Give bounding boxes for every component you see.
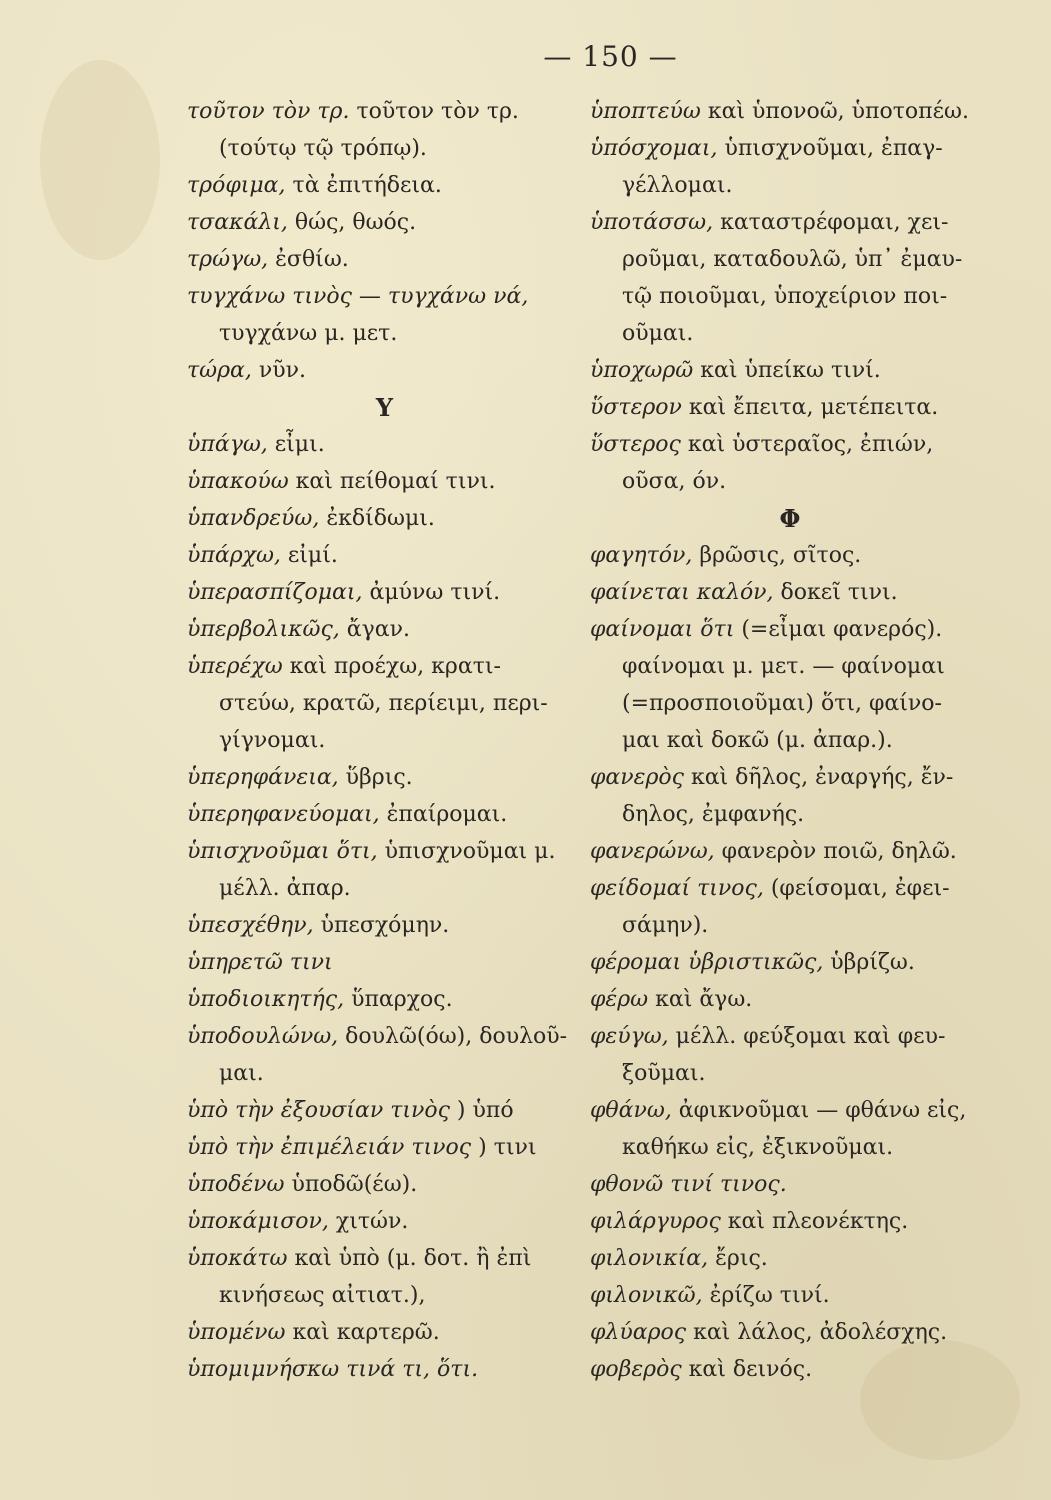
headword: τώρα, xyxy=(187,358,252,383)
dictionary-line xyxy=(590,944,990,981)
dictionary-line xyxy=(187,1055,582,1092)
definition: ἐσθίω. xyxy=(268,247,349,272)
headword: ὑπανδρεύω, xyxy=(187,506,320,531)
definition: τῷ ποιοῦμαι, ὑποχείριον ποι- xyxy=(622,284,948,309)
definition: καὶ καρτερῶ. xyxy=(285,1320,440,1345)
headword: φιλάργυρος xyxy=(590,1209,721,1234)
dictionary-line xyxy=(187,204,582,241)
dictionary-line xyxy=(187,1129,582,1166)
definition: καὶ ὑπὸ (μ. δοτ. ἢ ἐπὶ xyxy=(287,1246,532,1271)
dictionary-line xyxy=(590,722,990,759)
definition: ὑπισχνοῦμαι μ. xyxy=(377,839,556,864)
dictionary-line xyxy=(187,574,582,611)
dictionary-line xyxy=(187,463,582,500)
headword: ὑπερηφανεύομαι, xyxy=(187,802,380,827)
headword: τοῦτον τὸν τρ. xyxy=(187,99,350,124)
headword: φιλονικία, xyxy=(590,1246,709,1271)
headword: φλύαρος xyxy=(590,1320,687,1345)
headword: ὑπάρχω, xyxy=(187,543,281,568)
headword: ὑπομιμνήσκω τινά τι, ὅτι. xyxy=(187,1357,479,1382)
definition: ) ὑπό xyxy=(449,1098,514,1123)
dictionary-line xyxy=(187,1240,582,1277)
headword: ὑπηρετῶ τινι xyxy=(187,950,333,975)
dictionary-line xyxy=(590,981,990,1018)
dictionary-line xyxy=(590,278,990,315)
dictionary-line xyxy=(590,1166,990,1203)
definition: σάμην). xyxy=(622,913,709,938)
dictionary-line xyxy=(590,389,990,426)
dictionary-line xyxy=(187,500,582,537)
definition: ὑποδῶ(έω). xyxy=(284,1172,418,1197)
dictionary-line xyxy=(590,574,990,611)
headword: τρόφιμα, xyxy=(187,173,286,198)
dictionary-line xyxy=(187,315,582,352)
headword: ὑπερβολικῶς, xyxy=(187,617,340,642)
definition: στεύω, κρατῶ, περίειμι, περι- xyxy=(219,691,548,716)
definition: ξοῦμαι. xyxy=(622,1061,706,1086)
definition: (=προσποιοῦμαι) ὅτι, φαίνο- xyxy=(622,691,942,716)
definition: καὶ ὑστεραῖος, ἐπιών, xyxy=(680,432,934,457)
dictionary-line xyxy=(187,426,582,463)
dictionary-line xyxy=(590,1203,990,1240)
definition: μαι καὶ δοκῶ (μ. ἀπαρ.). xyxy=(622,728,893,753)
dictionary-line xyxy=(590,241,990,278)
dictionary-line xyxy=(187,870,582,907)
headword: τρώγω, xyxy=(187,247,269,272)
dictionary-line xyxy=(590,1351,990,1388)
definition: χιτών. xyxy=(328,1209,409,1234)
definition: νῦν. xyxy=(251,358,307,383)
definition: καὶ πλεονέκτης. xyxy=(720,1209,909,1234)
definition: καὶ ἄγω. xyxy=(648,987,753,1012)
dictionary-line xyxy=(590,685,990,722)
definition: γέλλομαι. xyxy=(622,173,733,198)
headword: τυγχάνω τινὸς — τυγχάνω νά, xyxy=(187,284,529,309)
dictionary-line xyxy=(187,130,582,167)
definition: Φ xyxy=(779,504,801,533)
dictionary-line xyxy=(590,796,990,833)
definition: καὶ ἔπειτα, μετέπειτα. xyxy=(681,395,939,420)
dictionary-line xyxy=(187,537,582,574)
dictionary-line xyxy=(590,870,990,907)
dictionary-line xyxy=(590,130,990,167)
definition: τὰ ἐπιτήδεια. xyxy=(285,173,442,198)
headword: ὑπάγω, xyxy=(187,432,268,457)
definition: μέλλ. ἀπαρ. xyxy=(219,876,351,901)
dictionary-line xyxy=(187,1166,582,1203)
definition: μέλλ. φεύξομαι καὶ φευ- xyxy=(668,1024,946,1049)
definition: δηλος, ἐμφανής. xyxy=(622,802,805,827)
dictionary-line xyxy=(590,537,990,574)
definition: (φείσομαι, ἐφει- xyxy=(763,876,950,901)
headword: ὕστερος xyxy=(590,432,681,457)
headword: φεύγω, xyxy=(590,1024,669,1049)
headword: φανερὸς xyxy=(590,765,684,790)
definition: ὑπισχνοῦμαι, ἐπαγ- xyxy=(717,136,943,161)
headword: ὑπόσχομαι, xyxy=(590,136,718,161)
dictionary-line xyxy=(187,278,582,315)
dictionary-line xyxy=(187,759,582,796)
definition: ὕβρις. xyxy=(338,765,413,790)
headword: φθονῶ τινί τινος. xyxy=(590,1172,787,1197)
headword: ὑποκάμισον, xyxy=(187,1209,329,1234)
dictionary-line xyxy=(590,1055,990,1092)
definition: εἶμι. xyxy=(267,432,325,457)
dictionary-line xyxy=(187,722,582,759)
definition: κινήσεως αἰτιατ.), xyxy=(219,1283,426,1308)
headword: φαγητόν, xyxy=(590,543,693,568)
dictionary-line xyxy=(187,611,582,648)
dictionary-line xyxy=(590,759,990,796)
definition: ἔρις. xyxy=(708,1246,768,1271)
definition: ροῦμαι, καταδουλῶ, ὑπ᾽ ἐμαυ- xyxy=(622,247,963,272)
headword: ὑπακούω xyxy=(187,469,289,494)
dictionary-line xyxy=(187,907,582,944)
dictionary-line xyxy=(590,907,990,944)
definition: καὶ λάλος, ἀδολέσχης. xyxy=(686,1320,948,1345)
headword: ὑποκάτω xyxy=(187,1246,288,1271)
dictionary-line xyxy=(187,1314,582,1351)
headword: ὕστερον xyxy=(590,395,682,420)
headword: φανερώνω, xyxy=(590,839,715,864)
definition: φανερὸν ποιῶ, δηλῶ. xyxy=(714,839,957,864)
dictionary-line xyxy=(590,648,990,685)
headword: ὑπομένω xyxy=(187,1320,286,1345)
headword: φθάνω, xyxy=(590,1098,672,1123)
definition: ἀμύνω τινί. xyxy=(362,580,501,605)
headword: ὑποδιοικητής, xyxy=(187,987,345,1012)
dictionary-line xyxy=(590,1092,990,1129)
definition: ὑβρίζω. xyxy=(823,950,915,975)
dictionary-line xyxy=(187,833,582,870)
headword: ὑπὸ τὴν ἐπιμέλειάν τινος xyxy=(187,1135,472,1160)
definition: εἰμί. xyxy=(280,543,338,568)
dictionary-line xyxy=(590,833,990,870)
definition: (τούτῳ τῷ τρόπῳ). xyxy=(219,136,427,161)
dictionary-line xyxy=(187,981,582,1018)
paper-stain xyxy=(40,60,160,260)
definition: Υ xyxy=(375,393,394,422)
headword: ὑποπτεύω xyxy=(590,99,701,124)
definition: ἐκδίδωμι. xyxy=(319,506,435,531)
right-column xyxy=(590,93,990,1388)
dictionary-line xyxy=(187,352,582,389)
definition: ἀφικνοῦμαι — φθάνω εἰς, xyxy=(671,1098,967,1123)
definition: τυγχάνω μ. μετ. xyxy=(219,321,398,346)
section-letter xyxy=(590,500,990,537)
dictionary-line xyxy=(590,463,990,500)
definition: καθήκω εἰς, ἐξικνοῦμαι. xyxy=(622,1135,894,1160)
definition: γίγνομαι. xyxy=(219,728,326,753)
dictionary-line xyxy=(590,204,990,241)
definition: δοκεῖ τινι. xyxy=(773,580,898,605)
headword: τσακάλι, xyxy=(187,210,288,235)
dictionary-line xyxy=(187,241,582,278)
definition: (=εἶμαι φανερός). xyxy=(734,617,943,642)
headword: φέρομαι ὑβριστικῶς, xyxy=(590,950,824,975)
dictionary-line xyxy=(590,1277,990,1314)
dictionary-line xyxy=(187,944,582,981)
definition: καὶ δῆλος, ἐναργής, ἔν- xyxy=(683,765,954,790)
dictionary-line xyxy=(187,685,582,722)
definition: φαίνομαι μ. μετ. — φαίνομαι xyxy=(622,654,945,679)
headword: φιλονικῶ, xyxy=(590,1283,703,1308)
definition: καταστρέφομαι, χει- xyxy=(713,210,949,235)
headword: φέρω xyxy=(590,987,649,1012)
definition: ἐρίζω τινί. xyxy=(702,1283,830,1308)
dictionary-line xyxy=(590,611,990,648)
dictionary-line xyxy=(187,1203,582,1240)
definition: βρῶσις, σῖτος. xyxy=(692,543,862,568)
headword: ὑπεσχέθην, xyxy=(187,913,314,938)
headword: φαίνομαι ὅτι xyxy=(590,617,735,642)
headword: φοβερὸς xyxy=(590,1357,682,1382)
dictionary-line xyxy=(187,796,582,833)
headword: ὑπερασπίζομαι, xyxy=(187,580,363,605)
definition: οῦμαι. xyxy=(622,321,694,346)
headword: ὑποδουλώνω, xyxy=(187,1024,339,1049)
dictionary-line xyxy=(187,1351,582,1388)
definition: καὶ ὑπονοῶ, ὑποτοπέω. xyxy=(700,99,969,124)
definition: δουλῶ(όω), δουλοῦ- xyxy=(338,1024,568,1049)
definition: καὶ δεινός. xyxy=(681,1357,813,1382)
definition: καὶ πείθομαί τινι. xyxy=(288,469,496,494)
dictionary-line xyxy=(590,352,990,389)
page-number: — 150 — xyxy=(543,40,678,73)
definition: θώς, θωός. xyxy=(287,210,417,235)
dictionary-line xyxy=(590,1129,990,1166)
headword: ὑποχωρῶ xyxy=(590,358,694,383)
dictionary-line xyxy=(187,1092,582,1129)
headword: φείδομαί τινος, xyxy=(590,876,764,901)
headword: φαίνεται καλόν, xyxy=(590,580,774,605)
dictionary-line xyxy=(590,167,990,204)
dictionary-line xyxy=(590,426,990,463)
definition: καὶ προέχω, κρατι- xyxy=(282,654,501,679)
section-letter xyxy=(187,389,582,426)
headword: ὑπισχνοῦμαι ὅτι, xyxy=(187,839,378,864)
headword: ὑπὸ τὴν ἐξουσίαν τινὸς xyxy=(187,1098,450,1123)
definition: ἐπαίρομαι. xyxy=(379,802,508,827)
definition: οῦσα, όν. xyxy=(622,469,727,494)
dictionary-line xyxy=(590,315,990,352)
dictionary-line xyxy=(590,93,990,130)
definition: ἄγαν. xyxy=(339,617,411,642)
definition: μαι. xyxy=(219,1061,264,1086)
dictionary-line xyxy=(187,648,582,685)
headword: ὑπερηφάνεια, xyxy=(187,765,339,790)
definition: τοῦτον τὸν τρ. xyxy=(349,99,519,124)
dictionary-line xyxy=(187,1277,582,1314)
dictionary-line xyxy=(590,1018,990,1055)
definition: ) τινι xyxy=(471,1135,537,1160)
definition: ὑπεσχόμην. xyxy=(313,913,450,938)
dictionary-line xyxy=(187,1018,582,1055)
dictionary-line xyxy=(187,93,582,130)
headword: ὑποτάσσω, xyxy=(590,210,714,235)
headword: ὑποδένω xyxy=(187,1172,285,1197)
definition: καὶ ὑπείκω τινί. xyxy=(693,358,881,383)
dictionary-line xyxy=(187,167,582,204)
headword: ὑπερέχω xyxy=(187,654,283,679)
left-column xyxy=(187,93,582,1388)
definition: ὕπαρχος. xyxy=(344,987,453,1012)
dictionary-line xyxy=(590,1314,990,1351)
dictionary-line xyxy=(590,1240,990,1277)
